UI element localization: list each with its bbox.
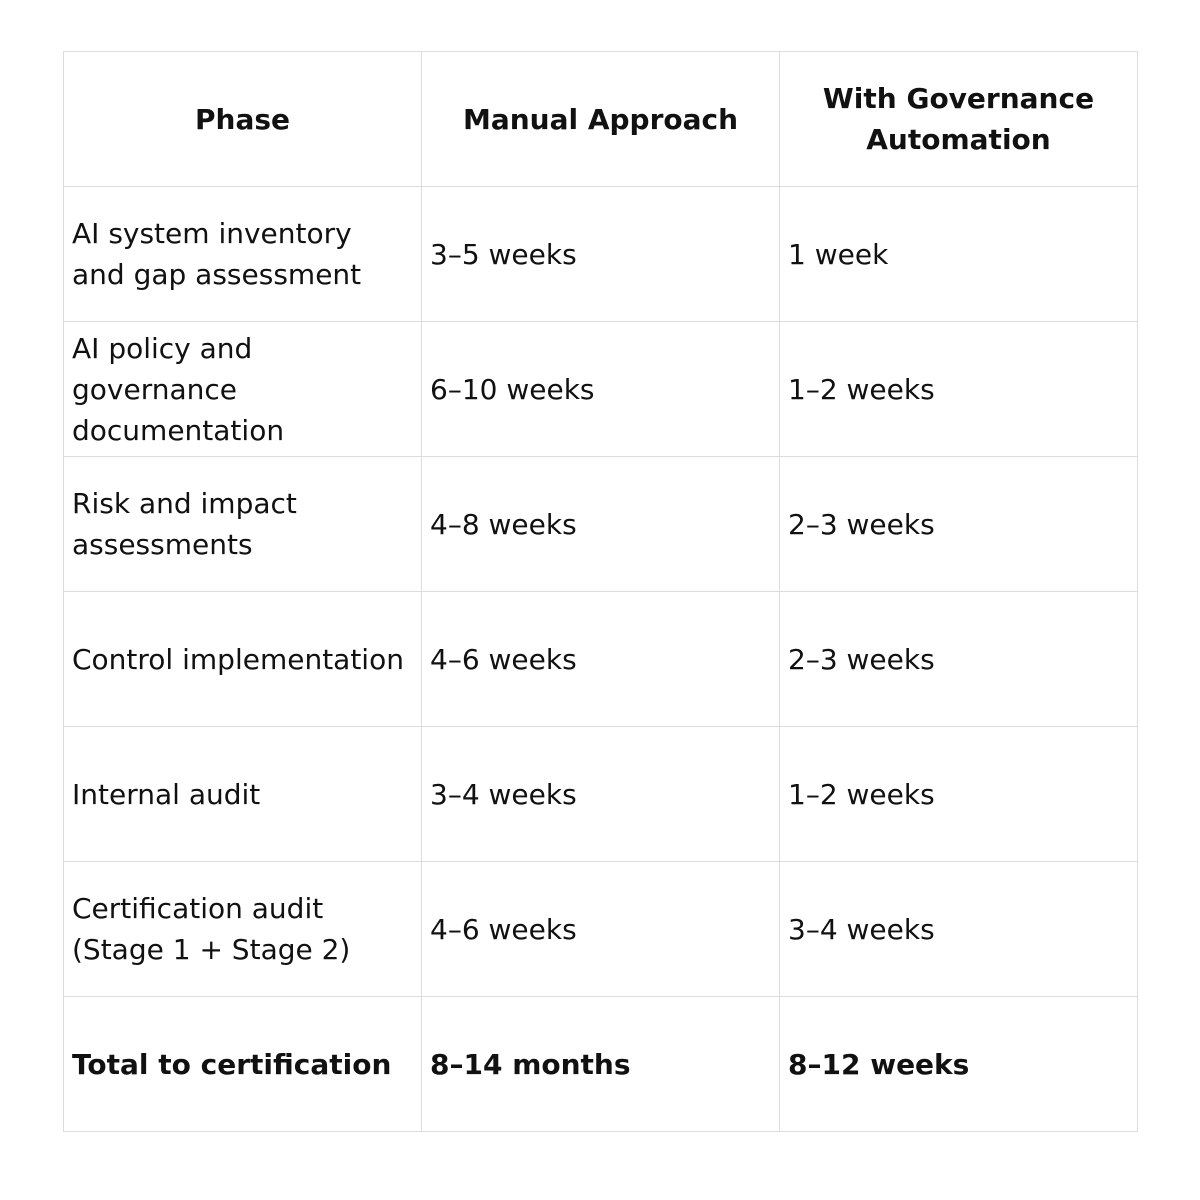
phase-cell: Certification audit (Stage 1 + Stage 2) <box>64 862 422 997</box>
table-row <box>64 862 1138 997</box>
table-header-row <box>64 52 1138 187</box>
header-phase: Phase <box>64 52 422 187</box>
table-row <box>64 187 1138 322</box>
manual-cell: 3–5 weeks <box>422 187 780 322</box>
phase-cell: AI system inventory and gap assessment <box>64 187 422 322</box>
total-manual-cell: 8–14 months <box>422 997 780 1132</box>
header-manual-approach: Manual Approach <box>422 52 780 187</box>
timeline-comparison-table <box>63 51 1138 1132</box>
phase-cell: Control implementation <box>64 592 422 727</box>
table-row <box>64 322 1138 457</box>
automation-cell: 1 week <box>780 187 1138 322</box>
comparison-table-container <box>63 51 1137 1132</box>
header-governance-automation: With Governance Automation <box>780 52 1138 187</box>
automation-cell: 1–2 weeks <box>780 727 1138 862</box>
phase-cell: Risk and impact assessments <box>64 457 422 592</box>
automation-cell: 2–3 weeks <box>780 592 1138 727</box>
table-row <box>64 457 1138 592</box>
manual-cell: 4–6 weeks <box>422 862 780 997</box>
manual-cell: 3–4 weeks <box>422 727 780 862</box>
manual-cell: 4–8 weeks <box>422 457 780 592</box>
table-row <box>64 727 1138 862</box>
table-row <box>64 592 1138 727</box>
automation-cell: 2–3 weeks <box>780 457 1138 592</box>
automation-cell: 1–2 weeks <box>780 322 1138 457</box>
total-row <box>64 997 1138 1132</box>
manual-cell: 4–6 weeks <box>422 592 780 727</box>
automation-cell: 3–4 weeks <box>780 862 1138 997</box>
phase-cell: AI policy and governance documentation <box>64 322 422 457</box>
total-phase-cell: Total to certification <box>64 997 422 1132</box>
manual-cell: 6–10 weeks <box>422 322 780 457</box>
phase-cell: Internal audit <box>64 727 422 862</box>
total-automation-cell: 8–12 weeks <box>780 997 1138 1132</box>
